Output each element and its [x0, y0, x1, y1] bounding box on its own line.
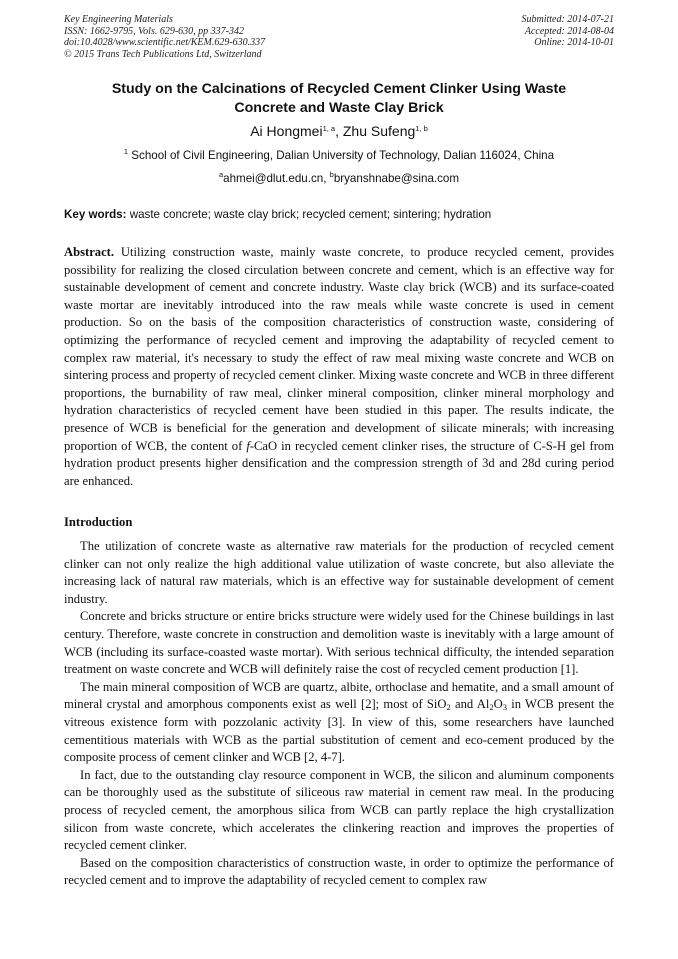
paper-title — [64, 80, 614, 118]
keywords-text: waste concrete; waste clay brick; recycled cement; sintering; hydration — [126, 208, 492, 221]
paragraph-text: O — [493, 697, 503, 712]
copyright-line: © 2015 Trans Tech Publications Ltd, Switzerland — [64, 48, 262, 60]
email-link: ahmei@dlut.edu.cn, — [223, 172, 330, 185]
paragraph-text: and Al — [450, 697, 490, 712]
paragraph: The utilization of concrete waste as alternative raw materials for the production of recycled cement clinker can not only realize the high additional value utilization of waste concrete, but also alleviate the increasing lack of natural raw materials, which is an effective way for sustainable development of cement industry. — [64, 539, 614, 606]
doi-line: doi:10.4028/www.scientific.net/KEM.629-630.337 — [64, 37, 266, 48]
affiliation — [64, 149, 614, 163]
author-name: Zhu Sufeng — [342, 123, 416, 139]
title-line-1: Study on the Calcinations of Recycled Cement Clinker Using Waste — [111, 81, 567, 97]
issn-line: ISSN: 1662-9795, Vols. 629-630, pp 337-342 — [64, 25, 244, 37]
title-line-2: Concrete and Waste Clay Brick — [234, 100, 444, 116]
accepted-date: Accepted: 2014-08-04 — [524, 25, 614, 37]
abstract-text: -CaO in recycled cement clinker rises, the structure of C-S-H gel from hydration product presents higher densification and the compression strength of 3d and 28d curing period are enhanced. — [64, 438, 614, 488]
subscript: 2 — [446, 702, 451, 713]
email-mark: b — [329, 170, 334, 179]
journal-name: Key Engineering Materials — [64, 14, 173, 25]
affiliation-text: School of Civil Engineering, Dalian University of Technology, Dalian 116024, China — [128, 149, 555, 162]
paragraph: Based on the composition characteristics of construction waste, in order to optimize the performance of recycled cement and to improve the adaptability of recycled cement to complex raw — [64, 855, 614, 888]
affiliation-mark: 1 — [123, 147, 129, 156]
paragraph: In fact, due to the outstanding clay resource component in WCB, the silicon and aluminum components can be thoroughly used as the substitute of siliceous raw material in cement raw meal. In the producing process of recycled cement, the amorphous silica from WCB can partly replace the high crystallization silicon from waste concrete, which accelerates the clinkering reaction and improves the properties of recycled cement clinker. — [64, 767, 614, 853]
author-affiliation-mark: 1, b — [415, 124, 428, 133]
journal-info — [64, 14, 265, 60]
submission-dates — [522, 14, 615, 49]
online-date: Online: 2014-10-01 — [534, 37, 614, 48]
submitted-date: Submitted: 2014-07-21 — [521, 14, 614, 25]
author-affiliation-mark: 1, a — [322, 124, 336, 133]
abstract — [64, 244, 614, 490]
author-separator: , — [335, 123, 343, 139]
abstract-label: Abstract. — [64, 245, 115, 259]
introduction-body — [64, 538, 614, 890]
abstract-text: Utilizing construction waste, mainly waste concrete, to produce recycled cement, provides possibility for realizing the closed circulation between concrete and cement, which is an effective way for sustainable development of cement and concrete industry. Waste clay brick (WCB) and its surface-coated waste mortar are inevitably introduced into the raw meals while waste concrete is used in cement production. So on the basis of the composition characteristics of construction waste, considering of optimizing the performance of recycled cement and improving the adaptability of recycled cement to complex raw material, it's necessary to study the effect of raw meal mixing waste concrete and WCB on sintering process and property of recycled cement clinker. Mixing waste concrete and WCB in three different proportions, the burnability of raw meal, clinker mineral composition, clinker mineral morphology and hydration characteristics of recycled cement have been studied in this paper. The results indicate, the presence of WCB is beneficial for the generation and development of silicate minerals; with increasing proportion of WCB, the content of — [64, 245, 614, 453]
subscript: 3 — [502, 702, 507, 713]
paragraph-text: The main mineral composition of WCB are quartz, albite, orthoclase and hematite, and a small amount of mineral crystal and amorphous components exist as well [2]; most of SiO — [64, 679, 614, 712]
subscript: 2 — [489, 702, 494, 713]
paragraph: Concrete and bricks structure or entire bricks structure were widely used for the Chinese buildings in last century. Therefore, waste concrete in construction and demolition waste is inevitably with a large amount of WCB (including its surface-coasted waste mortar). With serious technical difficulty, the intended separation treatment on waste concrete and WCB will definitely raise the cost of recycled cement production [1]. — [64, 609, 614, 677]
author-list — [64, 122, 614, 140]
paragraph — [64, 679, 614, 767]
paragraph-text: in WCB present the vitreous existence form with pozzolanic activity [3]. In view of this, some researchers have launched cementitious materials with WCB as the partial substitution of cement and eco-cement produced by the composite process of cement clinker and WCB [2, 4-7]. — [64, 697, 614, 765]
email-link: bryanshnabe@sina.com — [333, 172, 460, 185]
section-heading: Introduction — [64, 515, 133, 529]
email-mark: a — [218, 170, 224, 179]
keywords — [64, 208, 614, 222]
keywords-label: Key words: — [64, 208, 127, 221]
abstract-italic-f: f — [246, 438, 250, 453]
author-name: Ai Hongmei — [250, 123, 323, 139]
author-emails — [64, 172, 614, 186]
